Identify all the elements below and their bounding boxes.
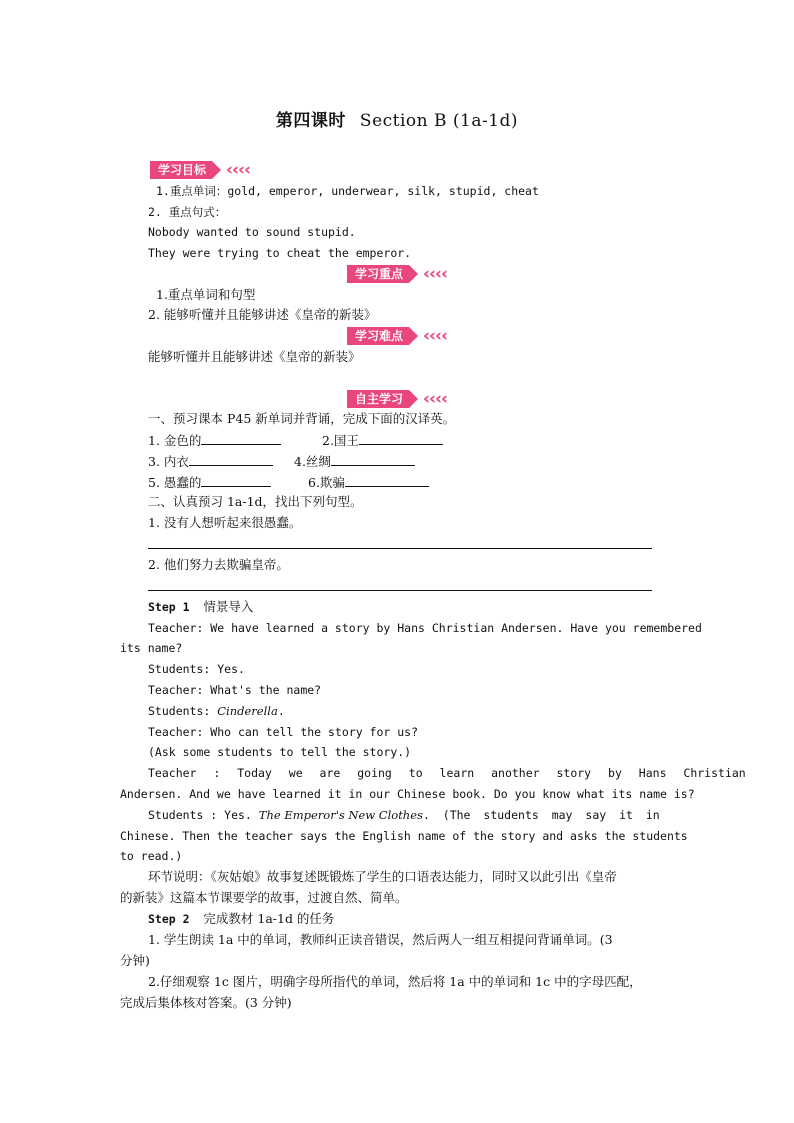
sentence-answer-line-1[interactable] [148,548,652,549]
goals-line-1: 1.重点单词：gold, emperor, underwear, silk, stupid, cheat [156,184,539,198]
banner-key [347,265,447,283]
key-line-1: 1.重点单词和句型 [156,287,256,302]
answer-blank-2[interactable] [359,432,443,445]
step2-item-2b: 完成后集体核对答案。(3 分钟) [120,995,292,1010]
vocab-item-3 [148,453,273,470]
banner-goals-label: 学习目标 [150,161,212,179]
banner-key-label: 学习重点 [347,265,409,283]
chevrons-left-icon: ‹‹‹‹ [423,326,448,346]
answer-blank-1[interactable] [201,432,281,445]
title-en: Section B (1a-1d) [359,111,519,131]
dialogue-student-2 [148,703,285,719]
step2-label-cn: 完成教材 1a-1d 的任务 [203,911,335,926]
step2-item-1a: 1. 学生朗读 1a 中的单词，教师纠正读音错误，然后两人一组互相提问背诵单词。(3 [148,932,613,947]
dialogue-teacher-1b: its name? [120,641,183,655]
student-3-title: The Emperor's New Clothes [258,808,423,822]
step1-label: Step 1 [148,600,190,614]
step2-heading [148,911,334,927]
dialogue-student-3c: to read.) [120,849,183,863]
chevrons-left-icon: ‹‹‹‹ [226,160,251,180]
step1-label-cn: 情景导入 [203,599,254,614]
sentence-answer-line-2[interactable] [148,590,652,591]
dialogue-student-3b: Chinese. Then the teacher says the English name of the story and asks the students [120,829,688,843]
vocab-q4: 4.丝绸 [294,454,331,469]
answer-blank-6[interactable] [345,474,429,487]
step2-item-1b: 分钟) [120,953,150,968]
student-2-title: Cinderella [217,704,278,718]
title-cn: 第四课时 [275,111,346,131]
banner-goals [150,161,250,179]
vocab-item-1 [148,432,281,449]
banner-difficult [347,327,447,345]
self-intro-1: 一、预习课本 P45 新单词并背诵，完成下面的汉译英。 [148,411,456,426]
student-2-prefix: Students: [148,704,218,718]
goals-line-3: Nobody wanted to sound stupid. [148,225,356,239]
vocab-q2: 2.国王 [322,433,359,448]
answer-blank-4[interactable] [331,453,415,466]
dialogue-student-1: Students: Yes. [148,662,245,676]
step2-item-2a: 2.仔细观察 1c 图片，明确字母所指代的单词，然后将 1a 中的单词和 1c 中的字母匹配， [148,974,642,989]
vocab-q5: 5. 愚蠢的 [148,475,202,490]
sentence-q2: 2. 他们努力去欺骗皇帝。 [148,557,289,572]
dialogue-teacher-1a: Teacher: We have learned a story by Hans Christian Andersen. Have you remembered [148,621,702,635]
step1-heading [148,599,253,615]
dialogue-teacher-2: Teacher: What's the name? [148,683,322,697]
dialogue-teacher-4b: Andersen. And we have learned it in our Chinese book. Do you know what its name is? [120,787,695,801]
step1-note-1: 环节说明：《灰姑娘》故事复述既锻炼了学生的口语表达能力，同时又以此引出《皇帝 [148,869,617,884]
stage-note-1: (Ask some students to tell the story.) [148,745,412,759]
chevrons-left-icon: ‹‹‹‹ [423,389,448,409]
key-line-2: 2. 能够听懂并且能够讲述《皇帝的新装》 [148,307,377,322]
dialogue-teacher-3: Teacher: Who can tell the story for us? [148,725,419,739]
banner-self-label: 自主学习 [347,390,409,408]
chevrons-left-icon: ‹‹‹‹ [423,264,448,284]
answer-blank-5[interactable] [201,474,271,487]
vocab-item-6 [308,474,429,491]
vocab-item-2 [322,432,443,449]
self-intro-2: 二、认真预习 1a-1d，找出下列句型。 [148,494,363,509]
step2-label: Step 2 [148,912,190,926]
dialogue-student-3a [148,807,660,823]
banner-self-study [347,390,447,408]
dialogue-teacher-4a: Teacher : Today we are going to learn another story by Hans Christian [148,766,746,780]
student-3-prefix: Students : Yes. [148,808,259,822]
sentence-q1: 1. 没有人想听起来很愚蠢。 [148,515,302,530]
goals-line-4: They were trying to cheat the emperor. [148,246,412,260]
vocab-q1: 1. 金色的 [148,433,202,448]
vocab-item-4 [294,453,415,470]
vocab-q6: 6.欺骗 [308,475,345,490]
vocab-item-5 [148,474,271,491]
goals-line-2: 2. 重点句式： [148,205,227,219]
page-title [0,106,794,131]
vocab-q3: 3. 内衣 [148,454,189,469]
banner-difficult-label: 学习难点 [347,327,409,345]
difficult-line-1: 能够听懂并且能够讲述《皇帝的新装》 [148,349,361,364]
step1-note-2: 的新装》这篇本节课要学的故事，过渡自然、简单。 [120,890,408,905]
answer-blank-3[interactable] [189,453,273,466]
student-3-suffix: . (The students may say it in [422,808,660,822]
student-2-suffix: . [277,704,285,718]
